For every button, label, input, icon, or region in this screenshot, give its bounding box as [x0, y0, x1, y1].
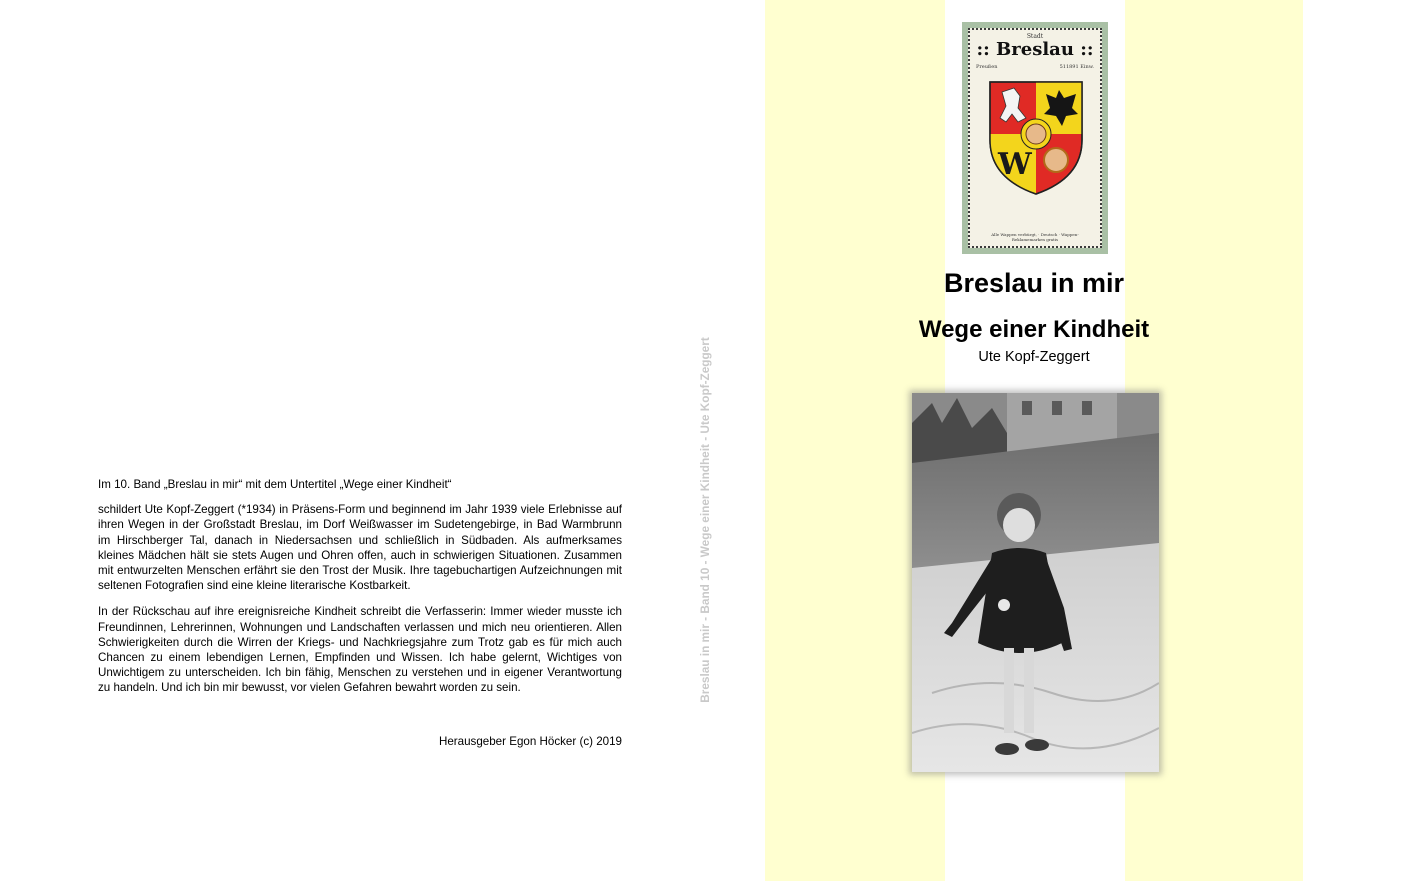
stamp-frame [968, 28, 1102, 248]
coat-of-arms-icon [984, 78, 1088, 198]
publisher-line: Herausgeber Egon Höcker (c) 2019 [438, 734, 622, 748]
stamp-top-small: Stadt [1026, 33, 1044, 40]
stamp-footer-text: Alle Wappen verbürgt, · Deutsch · Wappen-Reklamemarken gratis [991, 232, 1079, 242]
book-author: Ute Kopf-Zeggert [978, 349, 1090, 365]
cover-photo-image [912, 393, 1159, 772]
svg-text:W: W [998, 147, 1032, 182]
intro-line: Im 10. Band „Breslau in mir“ mit dem Untertitel „Wege einer Kindheit“ [98, 478, 452, 491]
author-quote-paragraph: In der Rückschau auf ihre ereignisreiche Kindheit schreibt die Verfasserin: Immer wieder musste ich Freundinnen, Lehrerinnen, Wohnungen und Landschaften verlassen und mich neu orientieren. Allen Schwierigkeiten durch die Wirren der Kriegs- und Nachkriegsjahre zum Trotz gab es für mich auch Chancen zu einem lebendigen Lernen, Empfinden und Wissen. Ich habe gelernt, Wichtiges von Unwichtigem zu unterscheiden. Ich bin fähig, Menschen zu verstehen und in eigener Verantwortung zu handeln. Und ich bin mir bewusst, vor vielen Gefahren bewahrt worden zu sein. [98, 605, 622, 695]
breslau-stamp [962, 22, 1108, 254]
back-cover-text [98, 477, 622, 760]
description-paragraph: schildert Ute Kopf-Zeggert (*1934) in Präsens-Form und beginnend im Jahr 1939 viele Erlebnisse auf ihren Wegen in der Großstadt Breslau, im Dorf Weißwasser im Sudetengebirge, in Bad Warmbrunn im Hirschberger Tal, danach in Niedersachsen und schließlich in Südbaden. Als aufmerksames kleines Mädchen hält sie stets Augen und Ohren offen, auch in schwierigen Situationen. Zusammen mit entwurzelten Menschen erfährt sie den Trost der Musik. Ihre tagebuchartigen Aufzeichnungen mit seltenen Fotografien sind eine kleine literarische Kostbarkeit. [98, 503, 622, 593]
stamp-left-small: Preußen [976, 64, 998, 70]
book-spine [697, 337, 713, 703]
stamp-subline [976, 64, 1094, 70]
stamp-right-small: 511891 Einw. [1059, 64, 1094, 70]
book-subtitle: Wege einer Kindheit [918, 316, 1150, 343]
spine-text: Breslau in mir - Band 10 - Wege einer Kindheit - Ute Kopf-Zeggert [698, 337, 712, 703]
cover-photo-girl-in-snow [912, 393, 1159, 772]
stamp-city-name: :: Breslau :: [976, 39, 1094, 60]
book-title: Breslau in mir [943, 268, 1125, 298]
